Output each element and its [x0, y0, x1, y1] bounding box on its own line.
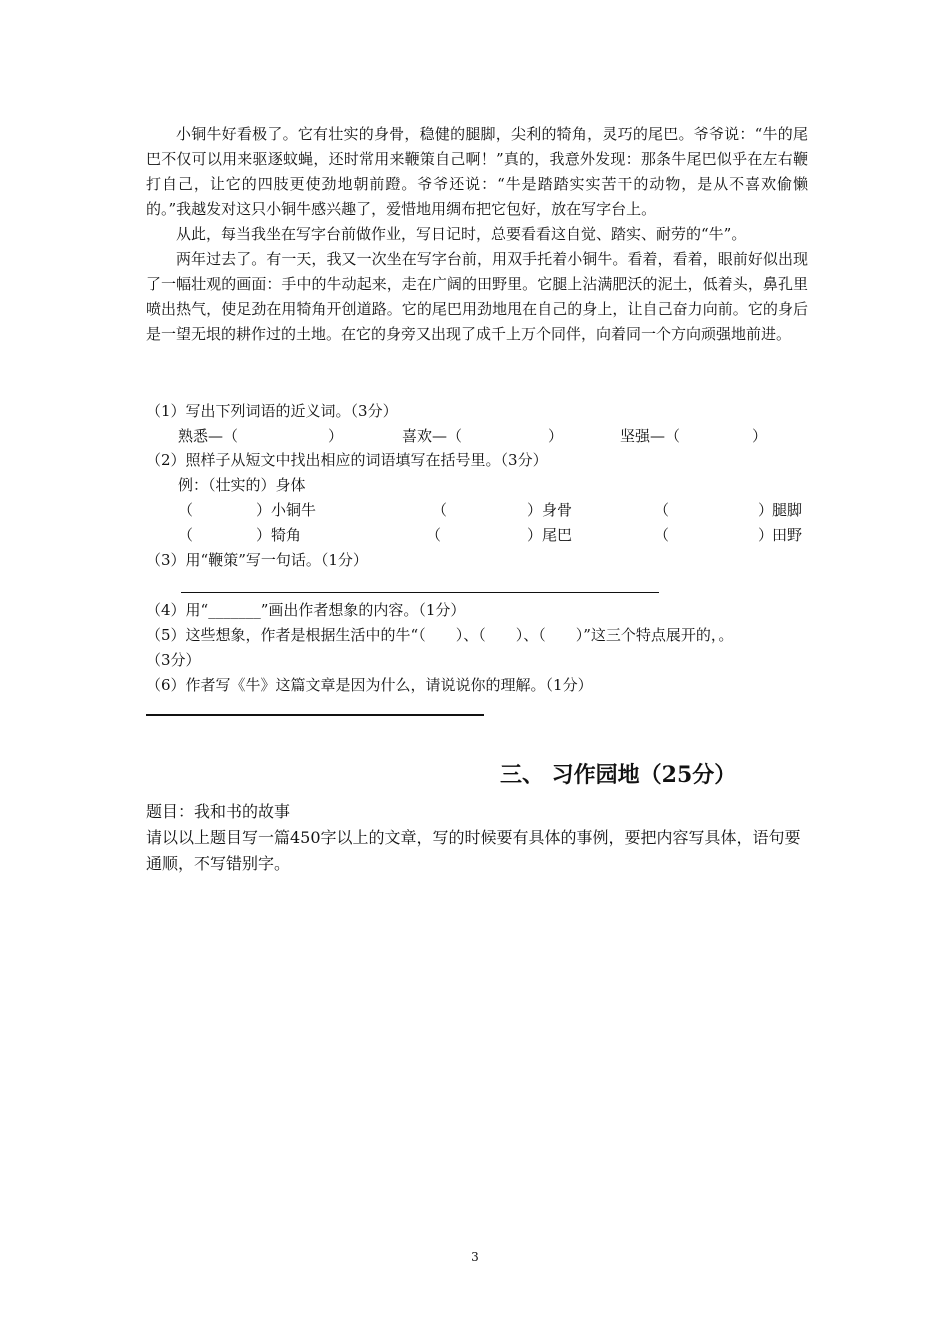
q1-item-3-close: ）	[752, 427, 768, 445]
q2-close-2: ）	[527, 501, 543, 519]
page-number: 3	[471, 1250, 479, 1264]
q4-blank: _______	[208, 601, 261, 619]
q2-close-5: ）	[527, 526, 543, 544]
q2-close-1: ）	[256, 501, 272, 519]
q6-answer-line	[146, 714, 484, 716]
q2-open-3: （	[654, 501, 670, 519]
essay-prompt	[146, 799, 814, 877]
q2-close-6: ）	[758, 526, 774, 544]
q2-open-1: （	[178, 501, 194, 519]
q4-text-after: ”画出作者想象的内容。（1分）	[260, 601, 466, 619]
q2-close-4: ）	[256, 526, 272, 544]
q1-item-2-close: ）	[548, 427, 564, 445]
q3-answer-line	[181, 592, 659, 593]
q2-noun-5: 尾巴	[542, 526, 573, 544]
q2-noun-3: 腿脚	[772, 501, 803, 519]
q1-item-1-open: 熟悉—（	[178, 427, 239, 445]
question-5-line-1: （5）这些想象，作者是根据生活中的牛“（ ）、（ ）、（ ）”这三个特点展开的，。	[146, 626, 734, 644]
q1-item-3-open: 坚强—（	[620, 427, 681, 445]
passage-paragraph-3: 两年过去了。有一天，我又一次坐在写字台前，用双手托着小铜牛。看着，看着，眼前好似出现了一幅壮观的画面：手中的牛动起来，走在广阔的田野里。它腿上沾满肥沃的泥土，低着头，鼻孔里喷出热气，使足劲在用犄角开创道路。它的尾巴用劲地甩在自己的身上，让自己奋力向前。它的身后是一望无垠的耕作过的土地。在它的身旁又出现了成千上万个同伴，向着同一个方向顽强地前进。	[146, 250, 808, 343]
reading-passage	[146, 122, 808, 347]
q4-text-before: （4）用“	[146, 601, 209, 619]
q2-noun-6: 田野	[772, 526, 803, 544]
q2-close-3: ）	[758, 501, 774, 519]
q2-noun-1: 小铜牛	[271, 501, 317, 519]
q2-open-4: （	[178, 526, 194, 544]
q2-open-2: （	[432, 501, 448, 519]
question-3-title: （3）用“鞭策”写一句话。（1分）	[146, 551, 368, 569]
essay-topic: 题目：我和书的故事	[146, 802, 291, 821]
q2-open-5: （	[426, 526, 442, 544]
question-5-line-2: （3分）	[146, 651, 201, 669]
passage-paragraph-1: 小铜牛好看极了。它有壮实的身骨，稳健的腿脚，尖利的犄角，灵巧的尾巴。爷爷说：“牛的尾巴不仅可以用来驱逐蚊蝇，还时常用来鞭策自己啊！”真的，我意外发现：那条牛尾巴似乎在左右鞭打自己，让它的四肢更使劲地朝前蹬。爷爷还说：“牛是踏踏实实苦干的动物，是从不喜欢偷懒的。”我越发对这只小铜牛感兴趣了，爱惜地用绸布把它包好，放在写字台上。	[146, 125, 808, 218]
q2-noun-4: 犄角	[271, 526, 302, 544]
question-4-title	[146, 599, 465, 621]
section-3-heading: 三、 习作园地（25分）	[500, 762, 737, 788]
question-6-title: （6）作者写《牛》这篇文章是因为什么，请说说你的理解。（1分）	[146, 676, 593, 694]
q2-noun-2: 身骨	[542, 501, 573, 519]
passage-paragraph-2: 从此，每当我坐在写字台前做作业，写日记时，总要看看这自觉、踏实、耐劳的“牛”。	[176, 225, 747, 243]
q1-item-2-open: 喜欢—（	[402, 427, 463, 445]
q2-open-6: （	[654, 526, 670, 544]
question-1-title: （1）写出下列词语的近义词。（3分）	[146, 402, 398, 420]
question-2-title: （2）照样子从短文中找出相应的词语填写在括号里。（3分）	[146, 451, 548, 469]
q1-item-1-close: ）	[328, 427, 344, 445]
essay-instructions: 请以以上题目写一篇450字以上的文章，写的时候要有具体的事例，要把内容写具体，语句要通顺，不写错别字。	[146, 828, 801, 873]
q2-example: 例：（壮实的）身体	[178, 476, 306, 494]
